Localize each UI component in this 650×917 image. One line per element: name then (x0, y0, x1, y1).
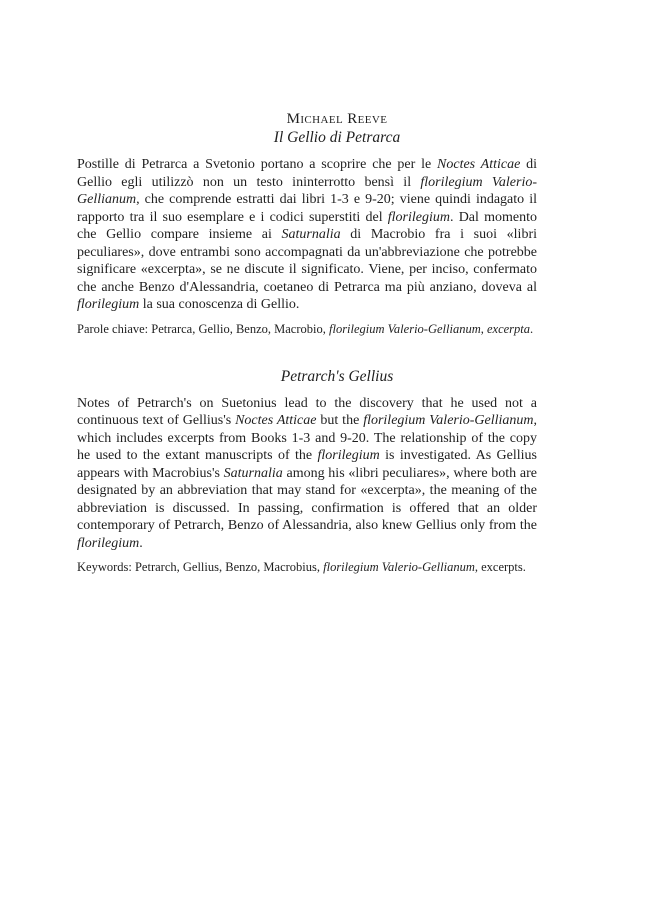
italic-term: Noctes Atticae (437, 157, 521, 172)
abstract-english: Notes of Petrarch's on Suetonius lead to the discovery that he used not a continuous text of Gellius's Noctes Atticae but the florilegium Valerio-Gellianum, which includes excerpts from Books 1-3 and 9-20. The relationship of the copy he used to the extant manuscripts of the florilegium is investigated. As Gellius appears with Macrobius's Saturnalia among his «libri peculiares», where both are designated by an abbreviation that may stand for «excerpta», the meaning of the abbreviation is discussed. In passing, confirmation is offered that an older contemporary of Petrarch, Benzo of Alessandria, also knew Gellius only from the florilegium. (77, 395, 538, 551)
italic-term: Saturnalia (281, 227, 341, 242)
title-english: Petrarch's Gellius (280, 367, 394, 385)
italic-term: florilegium (387, 209, 451, 225)
italic-term: Saturnalia (223, 465, 283, 481)
keywords-english: Keywords: Petrarch, Gellius, Benzo, Macrobius, florilegium Valerio-Gellianum, excerpts. (77, 560, 526, 574)
italic-term: excerpta (486, 321, 531, 336)
italic-term: florilegium (77, 297, 140, 312)
keywords-italian: Parole chiave: Petrarca, Gellio, Benzo, Macrobio, florilegium Valerio-Gellianum, excerpta. (77, 321, 534, 336)
italic-term: florilegium (317, 448, 380, 463)
title-italian: Il Gellio di Petrarca (273, 129, 401, 146)
abstract-italian: Postille di Petrarca a Svetonio portano a scoprire che per le Noctes Atticae di Gellio egli utilizzò non un testo ininterrotto bensì il florilegium Valerio-Gellianum, che comprende estratti dai libri 1-3 e 9-20; viene quindi indagato il rapporto tra il suo esemplare e i codici superstiti del florilegium. Dal momento che Gellio compare insieme ai Saturnalia di Macrobio fra i suoi «libri peculiares», dove entrambi sono accompagnati da un'abbreviazione che potrebbe significare «excerpta», se ne discute il significato. Viene, per inciso, confermato che anche Benzo d'Alessandria, coetaneo di Petrarca ma più anziano, doveva al florilegium la sua conoscenza di Gellio. (77, 157, 538, 312)
italic-term: Noctes Atticae (235, 413, 317, 428)
italic-term: florilegium Valerio-Gellianum (329, 321, 481, 336)
author-name: Michael Reeve (286, 111, 388, 127)
italic-term: florilegium Valerio-Gellianum (323, 560, 475, 574)
italic-term: florilegium Valerio-Gellianum (77, 174, 538, 207)
italic-term: florilegium Valerio-Gellianum (363, 413, 534, 428)
italic-term: florilegium (77, 535, 140, 551)
article-abstract-page (77, 110, 537, 575)
